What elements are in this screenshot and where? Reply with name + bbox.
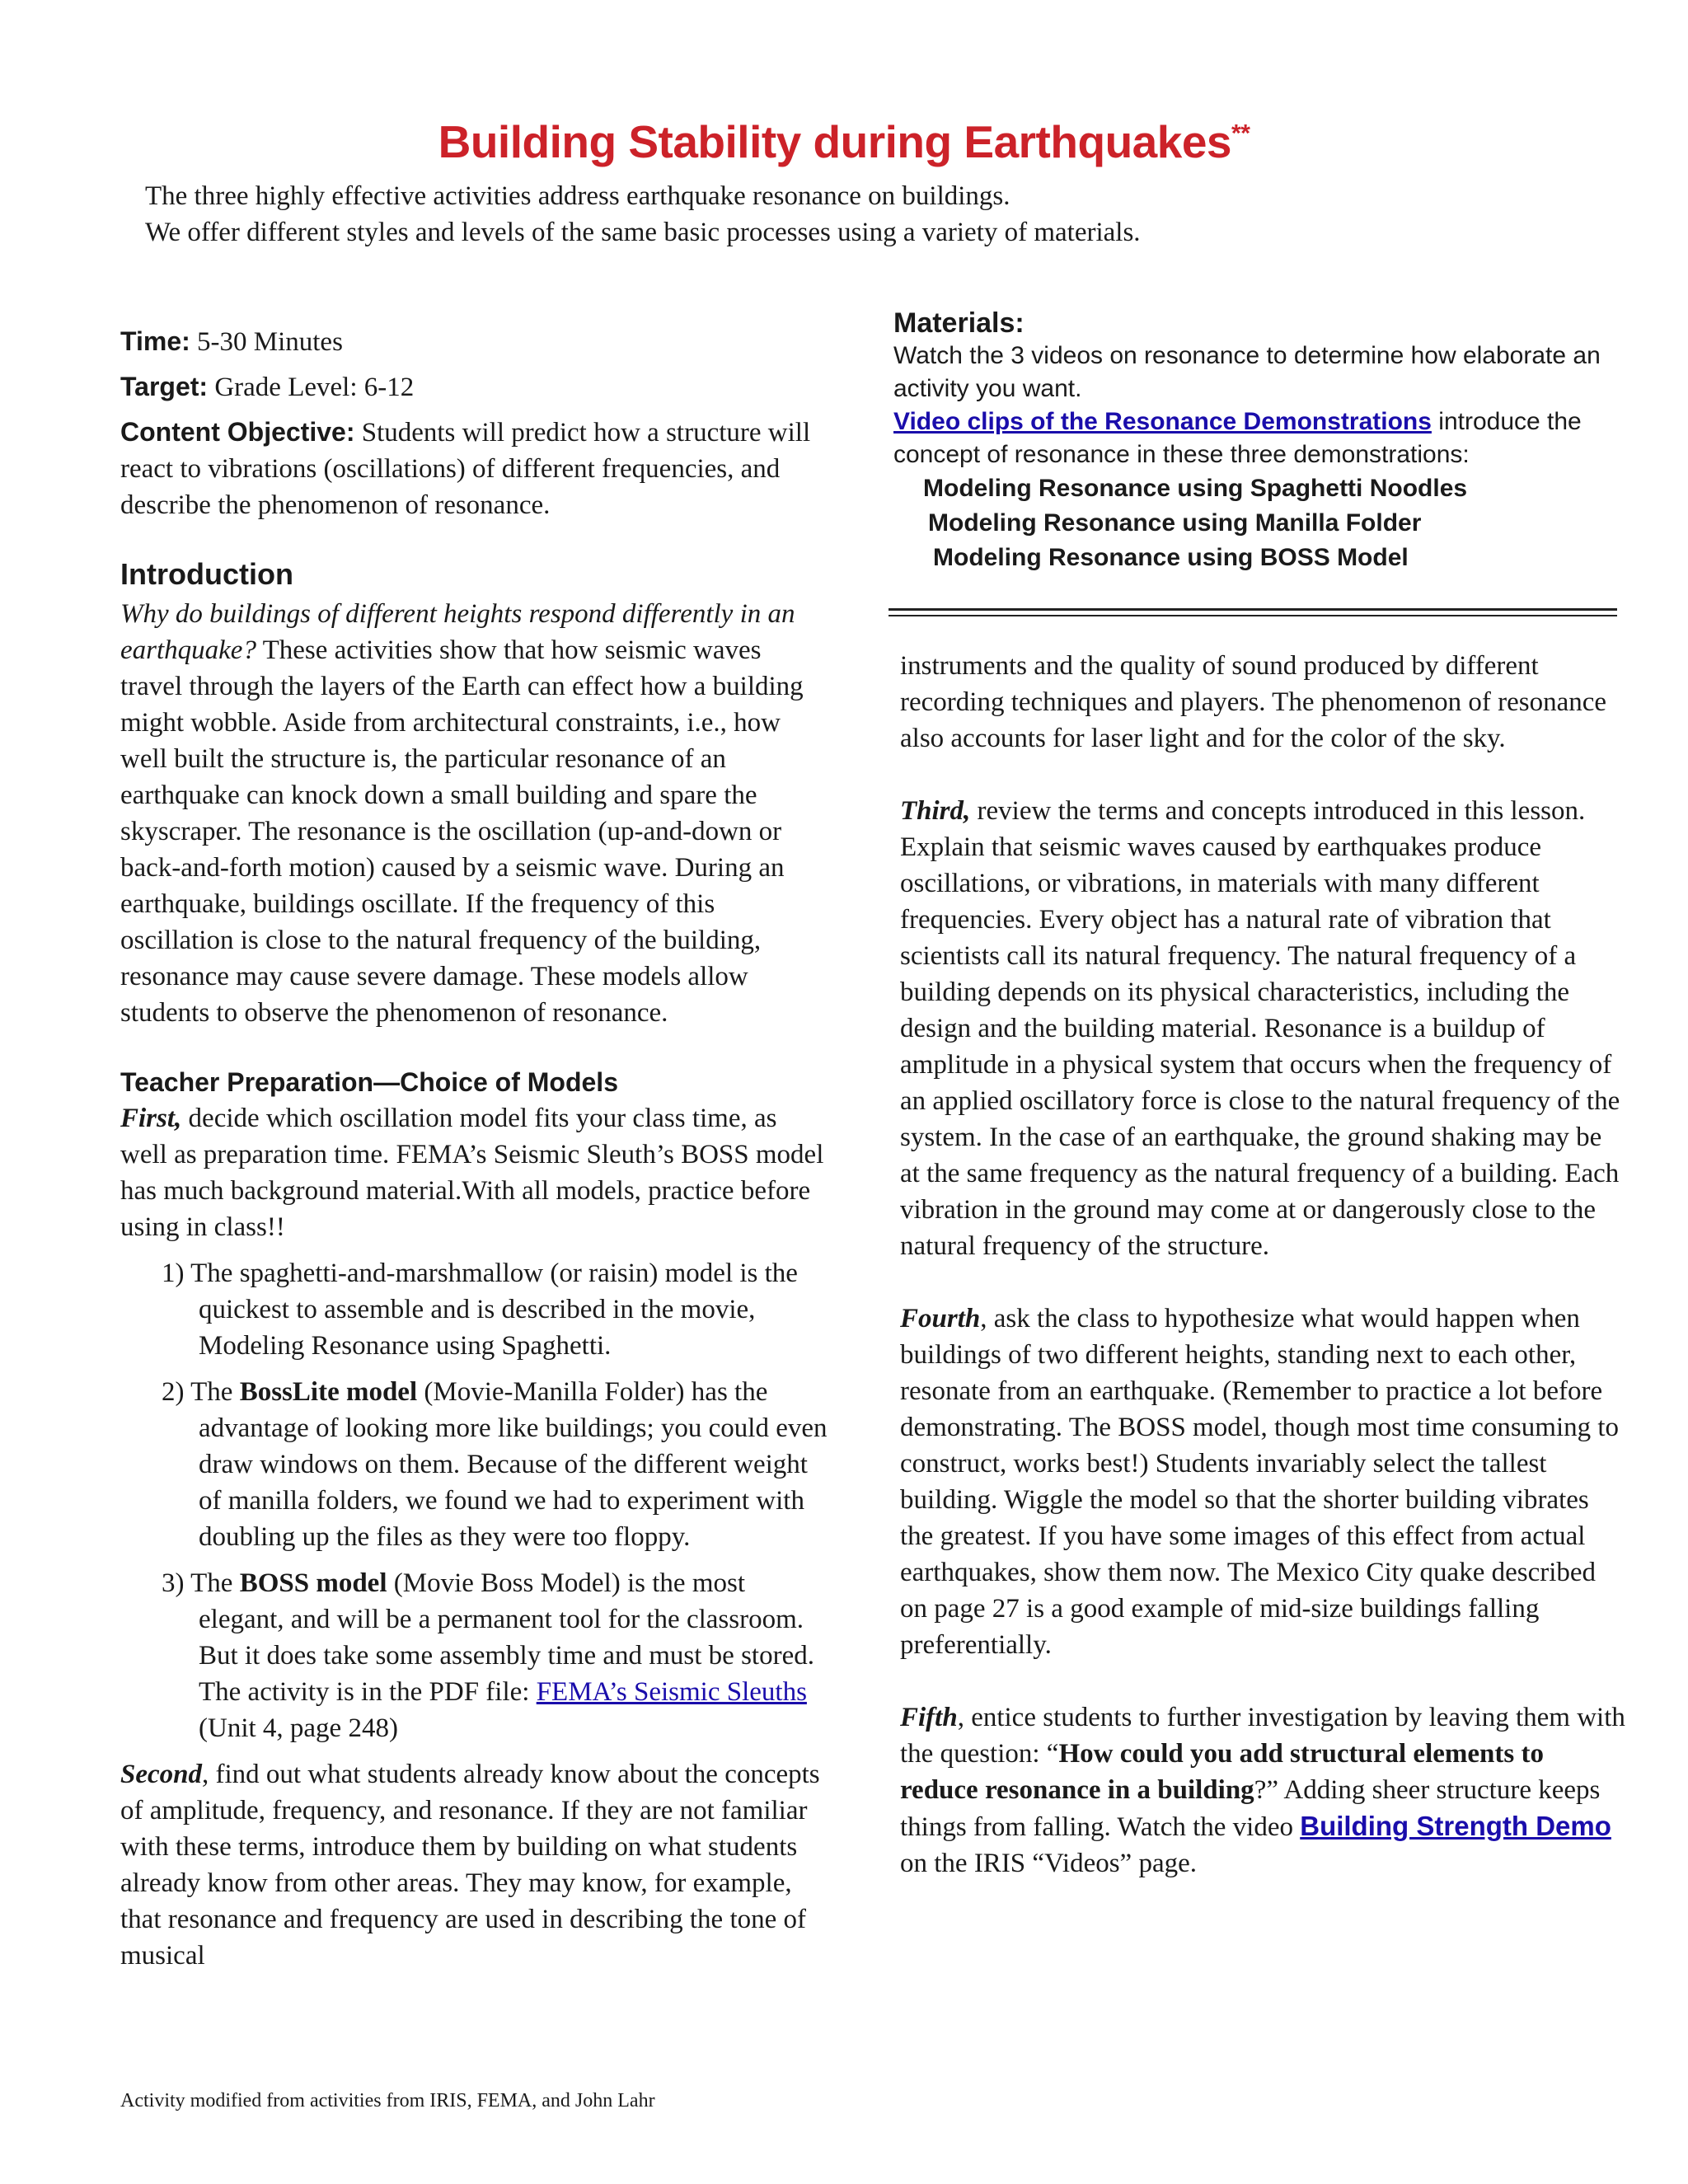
list-item (162, 1374, 829, 1555)
second-label: Second (120, 1760, 202, 1789)
fifth-after: ?” Adding sheer structure keeps things from falling. Watch the video (900, 1775, 1601, 1842)
materials-heading: Materials: (893, 307, 1025, 339)
demo-item-spaghetti: Modeling Resonance using Spaghetti Noodles (923, 475, 1468, 502)
item2-prefix: 2) The (162, 1377, 233, 1407)
video-after: introduce the concept of resonance in these three demonstrations: (893, 408, 1582, 468)
title-stars: ** (1231, 120, 1250, 148)
teacher-heading: Teacher Preparation—Choice of Models (120, 1067, 618, 1097)
third-label: Third, (900, 796, 971, 826)
item3-bold: BOSS model (239, 1568, 387, 1598)
fifth-end: on the IRIS “Videos” page. (900, 1849, 1198, 1878)
item3-text: (Movie Boss Model) is the most elegant, and will be a permanent tool for the classroom. But it does take some assembly time and must be stored. The activity is in the PDF file: (199, 1568, 814, 1707)
objective (120, 414, 829, 523)
target-row (120, 368, 829, 405)
time-value: 5-30 Minutes (197, 327, 343, 357)
subtitle-line: We offer different styles and levels of the same basic processes using a variety of materials. (145, 218, 1141, 247)
second-text: , find out what students already know about the concepts of amplitude, frequency, and resonance. If they are not familiar with these terms, introduce them by building on what students already know from other areas. They may know, for example, that resonance and frequency are used in describing the tone of musical (120, 1760, 820, 1971)
item3-after: (Unit 4, page 248) (199, 1713, 398, 1743)
fifth-paragraph (900, 1699, 1625, 1882)
right-column (900, 648, 1625, 1882)
footer-credit: Activity modified from activities from IRIS, FEMA, and John Lahr (120, 2090, 655, 2111)
objective-text: Students will predict how a structure will react to vibrations (oscillations) of different frequencies, and describe the phenomenon of resonance. (120, 418, 811, 520)
fourth-label: Fourth (900, 1304, 981, 1333)
video-paragraph (893, 405, 1635, 471)
time-row (120, 323, 829, 360)
divider (889, 608, 1617, 611)
fema-seismic-sleuths-link[interactable]: FEMA’s Seismic Sleuths (536, 1677, 807, 1707)
intro-heading: Introduction (120, 557, 293, 591)
fourth-paragraph (900, 1301, 1625, 1663)
intro-question: Why do buildings of different heights respond differently in an earthquake? (120, 599, 795, 665)
item2-text: (Movie-Manilla Folder) has the advantage of looking more like buildings; you could even draw windows on them. Because of the different weight of manilla folders, we found we had to experiment with doubling up the files as they were too floppy. (199, 1377, 828, 1552)
subtitle-line: The three highly effective activities address earthquake resonance on buildings. (145, 181, 1010, 211)
subtitle (145, 178, 1587, 251)
first-text: decide which oscillation model fits your class time, as well as preparation time. FEMA’s Seismic Sleuth’s BOSS model has much background material.With all models, practice before using in class!! (120, 1104, 824, 1242)
title-text: Building Stability during Earthquakes (438, 116, 1232, 167)
objective-label: Content Objective: (120, 417, 355, 447)
video-clips-link[interactable]: Video clips of the Resonance Demonstrations (893, 408, 1432, 435)
left-column (120, 323, 829, 1974)
page-title (0, 115, 1688, 168)
list-item (162, 1565, 829, 1746)
item3-prefix: 3) The (162, 1568, 233, 1598)
materials-box (893, 307, 1635, 575)
building-strength-demo-link[interactable]: Building Strength Demo (1300, 1811, 1611, 1841)
item2-bold: BossLite model (239, 1377, 418, 1407)
first-paragraph (120, 1100, 829, 1245)
first-label: First, (120, 1104, 182, 1133)
continued-text: instruments and the quality of sound produced by different recording techniques and players. The phenomenon of resonance also accounts for laser light and for the color of the sky. (900, 651, 1607, 753)
demo-item-manilla: Modeling Resonance using Manilla Folder (928, 509, 1422, 537)
time-label: Time: (120, 326, 190, 356)
item1-text: 1) The spaghetti-and-marshmallow (or raisin) model is the quickest to assemble and is described in the movie, Modeling Resonance using Spaghetti. (162, 1258, 798, 1361)
third-text: review the terms and concepts introduced in this lesson. Explain that seismic waves caused by earthquakes produce oscillations, or vibrations, in materials with many different frequencies. Every object has a natural rate of vibration that scientists call its natural frequency. The natural frequency of a building depends on its physical characteristics, including the design and the building material. Resonance is a buildup of amplitude in a physical system that occurs when the frequency of an applied oscillatory force is close to the natural frequency of the system. In the case of an earthquake, the ground shaking may be at the same frequency as the natural frequency of a building. Each vibration in the ground may come at or dangerously close to the natural frequency of the structure. (900, 796, 1620, 1261)
target-value: Grade Level: 6-12 (214, 373, 415, 402)
divider (889, 615, 1617, 616)
fifth-label: Fifth (900, 1703, 958, 1732)
intro-text: These activities show that how seismic waves travel through the layers of the Earth can effect how a building might wobble. Aside from architectural constraints, i.e., how well built the structure is, the particular resonance of an earthquake can knock down a small building and spare the skyscraper. The resonance is the oscillation (up-and-down or back-and-forth motion) caused by a seismic wave. During an earthquake, buildings oscillate. If the frequency of this oscillation is close to the natural frequency of the building, resonance may cause severe damage. These models allow students to observe the phenomenon of resonance. (120, 635, 804, 1028)
fifth-text: , entice students to further investigation by leaving them with the question: “ (900, 1703, 1625, 1769)
intro-paragraph (120, 596, 829, 1031)
second-paragraph (120, 1756, 829, 1974)
fifth-question: How could you add structural elements to reduce resonance in a building (900, 1739, 1544, 1805)
demo-item-boss: Modeling Resonance using BOSS Model (933, 544, 1409, 571)
third-paragraph (900, 793, 1625, 1264)
list-item (162, 1255, 829, 1364)
fourth-text: , ask the class to hypothesize what would happen when buildings of two different heights, standing next to each other, resonate from an earthquake. (Remember to practice a lot before demonstrating. The BOSS model, though most time consuming to construct, works best!) Students invariably select the tallest building. Wiggle the model so that the shorter building vibrates the greatest. If you have some images of this effect from actual earthquakes, show them now. The Mexico City quake described on page 27 is a good example of mid-size buildings falling preferentially. (900, 1304, 1620, 1660)
target-label: Target: (120, 372, 209, 401)
materials-text: Watch the 3 videos on resonance to determine how elaborate an activity you want. (893, 342, 1601, 402)
